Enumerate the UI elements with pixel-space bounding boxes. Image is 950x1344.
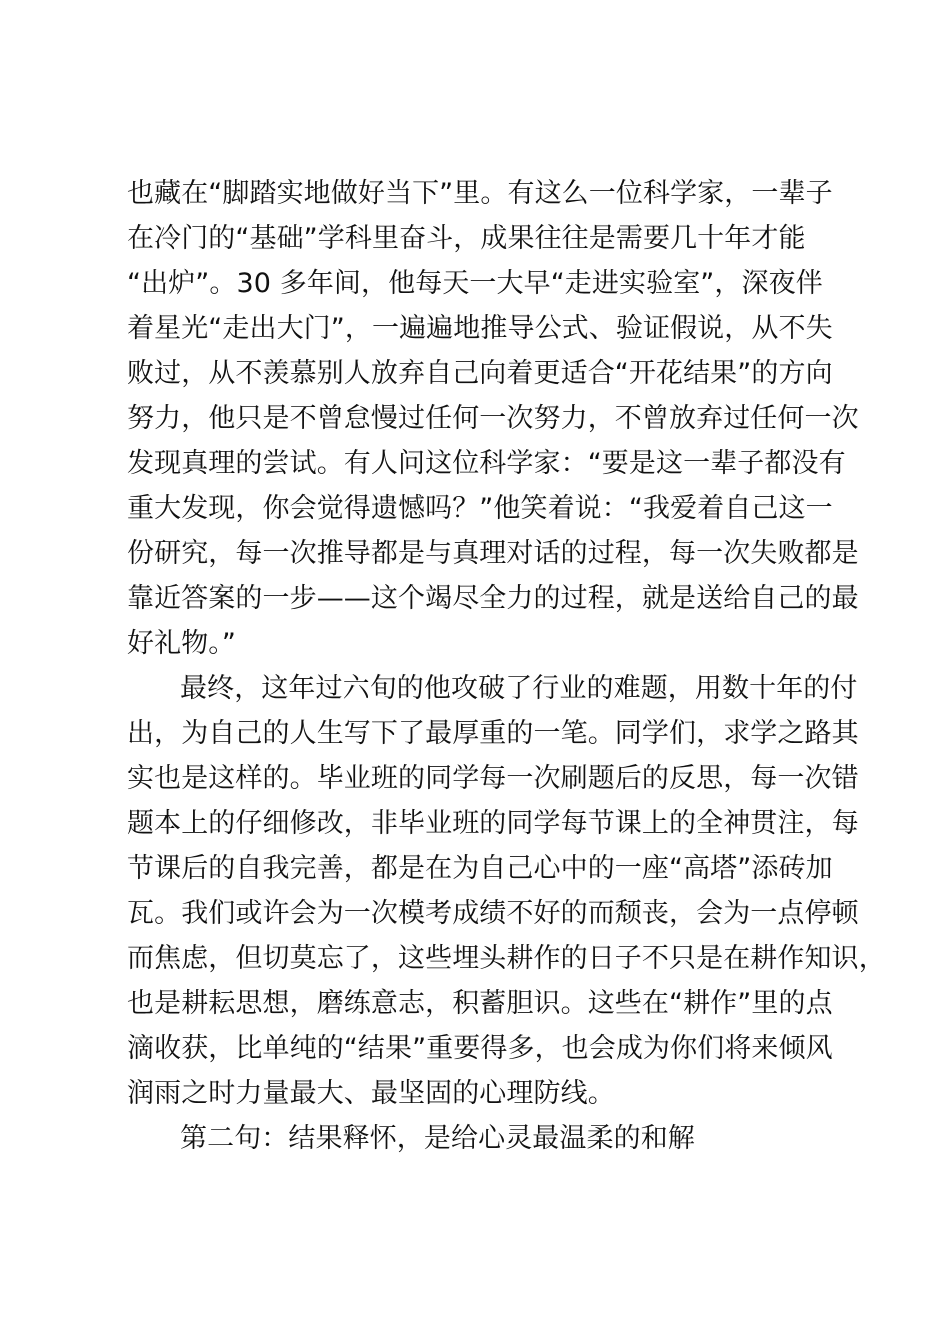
text-line: 而焦虑，但切莫忘了，这些埋头耕作的日子不只是在耕作知识， [127, 943, 886, 974]
text-line: “出炉”。30 多年间，他每天一大早“走进实验室”，深夜伴 [127, 268, 823, 299]
text-line: 题本上的仔细修改，非毕业班的同学每节课上的全神贯注，每 [127, 808, 859, 839]
text-line: 出，为自己的人生写下了最厚重的一笔。同学们，求学之路其 [127, 718, 859, 749]
section-heading: 第二句：结果释怀，是给心灵最温柔的和解 [180, 1123, 695, 1154]
text-line: 也是耕耘思想，磨练意志，积蓄胆识。这些在“耕作”里的点 [127, 988, 833, 1019]
text-line: 也藏在“脚踏实地做好当下”里。有这么一位科学家，一辈子 [127, 178, 833, 209]
text-line: 败过，从不羡慕别人放弃自己向着更适合“开花结果”的方向 [127, 358, 833, 389]
text-line: 在冷门的“基础”学科里奋斗，成果往往是需要几十年才能 [127, 223, 806, 254]
text-line: 瓦。我们或许会为一次模考成绩不好的而颓丧，会为一点停顿 [127, 898, 859, 929]
text-line: 润雨之时力量最大、最坚固的心理防线。 [127, 1078, 615, 1109]
text-line: 滴收获，比单纯的“结果”重要得多，也会成为你们将来倾风 [127, 1033, 833, 1064]
text-line: 好礼物。” [127, 628, 236, 659]
text-line: 重大发现，你会觉得遗憾吗？”他笑着说：“我爱着自己这一 [127, 493, 833, 524]
text-line: 努力，他只是不曾怠慢过任何一次努力，不曾放弃过任何一次 [127, 403, 859, 434]
text-line: 实也是这样的。毕业班的同学每一次刷题后的反思，每一次错 [127, 763, 859, 794]
text-line: 着星光“走出大门”，一遍遍地推导公式、验证假说，从不失 [127, 313, 833, 344]
paragraph-first-line: 最终，这年过六旬的他攻破了行业的难题，用数十年的付 [180, 673, 858, 704]
text-line: 节课后的自我完善，都是在为自己心中的一座“高塔”添砖加 [127, 853, 833, 884]
text-line: 靠近答案的一步——这个竭尽全力的过程，就是送给自己的最 [127, 583, 859, 614]
document-body [127, 171, 886, 1161]
text-line: 份研究，每一次推导都是与真理对话的过程，每一次失败都是 [127, 538, 859, 569]
text-line: 发现真理的尝试。有人问这位科学家：“要是这一辈子都没有 [127, 448, 846, 479]
